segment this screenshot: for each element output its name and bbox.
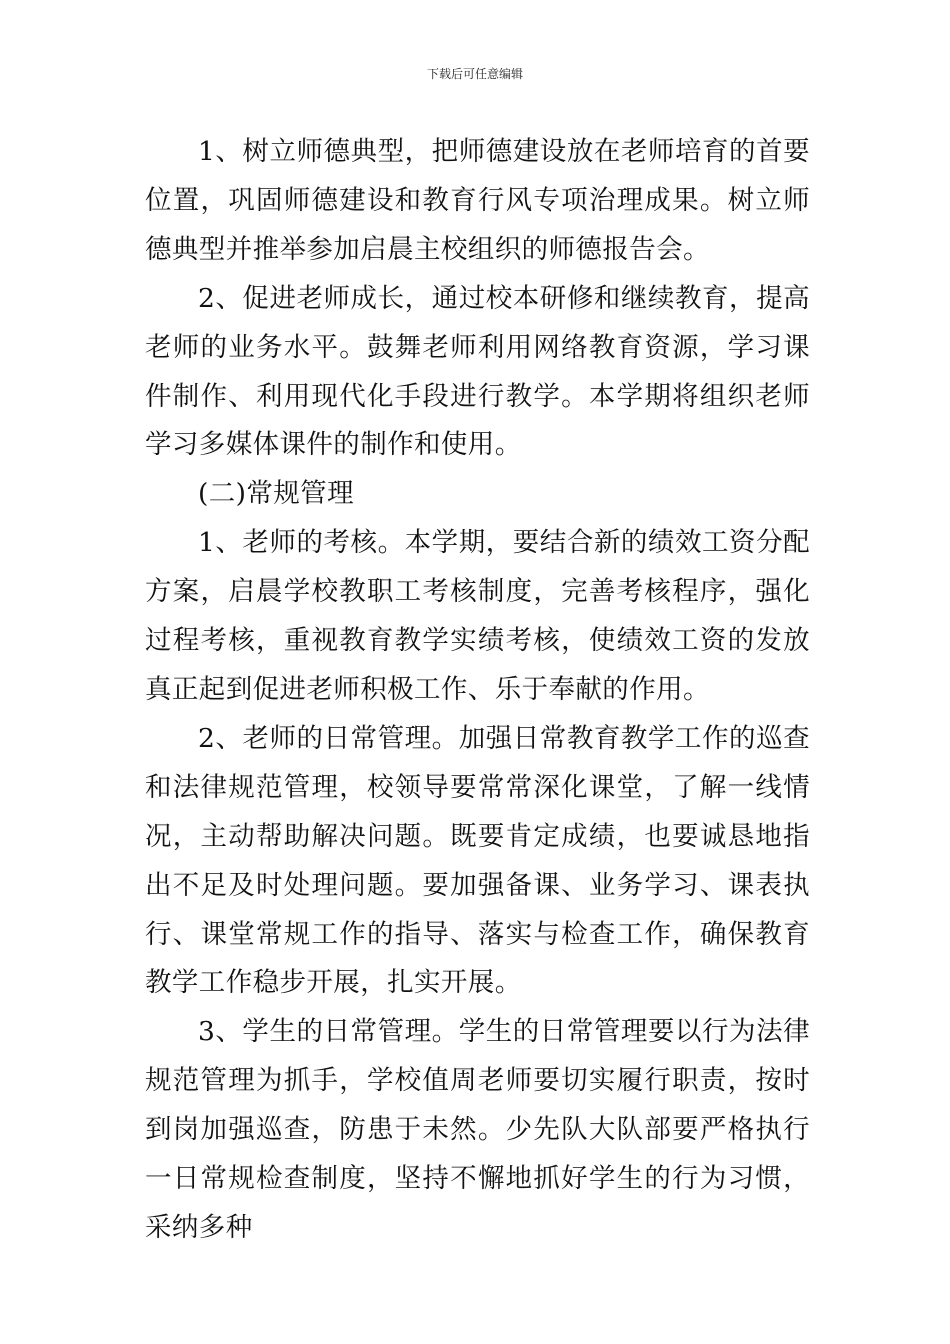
paragraph-student-daily-management: 3、学生的日常管理。学生的日常管理要以行为法律规范管理为抓手，学校值周老师要切实履行职责，按时到岗加强巡查，防患于未然。少先队大队部要严格执行一日常规检查制度，坚持不懈地抓好学生的行为习惯，采纳多种 [145,1016,810,1243]
paragraph-teacher-assessment: 1、老师的考核。本学期，要结合新的绩效工资分配方案，启晨学校教职工考核制度，完善考核程序，强化过程考核，重视教育教学实绩考核，使绩效工资的发放真正起到促进老师积极工作、乐于奉献的作用。 [145,527,810,705]
document-body [145,128,810,1253]
paragraph-teacher-daily-management: 2、老师的日常管理。加强日常教育教学工作的巡查和法律规范管理，校领导要常常深化课堂，了解一线情况，主动帮助解决问题。既要肯定成绩，也要诚恳地指出不足及时处理问题。要加强备课、业务学习、课表执行、课堂常规工作的指导、落实与检查工作，确保教育教学工作稳步开展，扎实开展。 [145,722,810,999]
paragraph-teacher-growth: 2、促进老师成长，通过校本研修和继续教育，提高老师的业务水平。鼓舞老师利用网络教育资源，学习课件制作、利用现代化手段进行教学。本学期将组织老师学习多媒体课件的制作和使用。 [145,282,810,461]
section-heading-routine-management: (二)常规管理 [198,478,354,510]
paragraph-teacher-ethics: 1、树立师德典型，把师德建设放在老师培育的首要位置，巩固师德建设和教育行风专项治理成果。树立师德典型并推举参加启晨主校组织的师德报告会。 [145,136,810,265]
page-header-note: 下载后可任意编辑 [426,67,523,81]
